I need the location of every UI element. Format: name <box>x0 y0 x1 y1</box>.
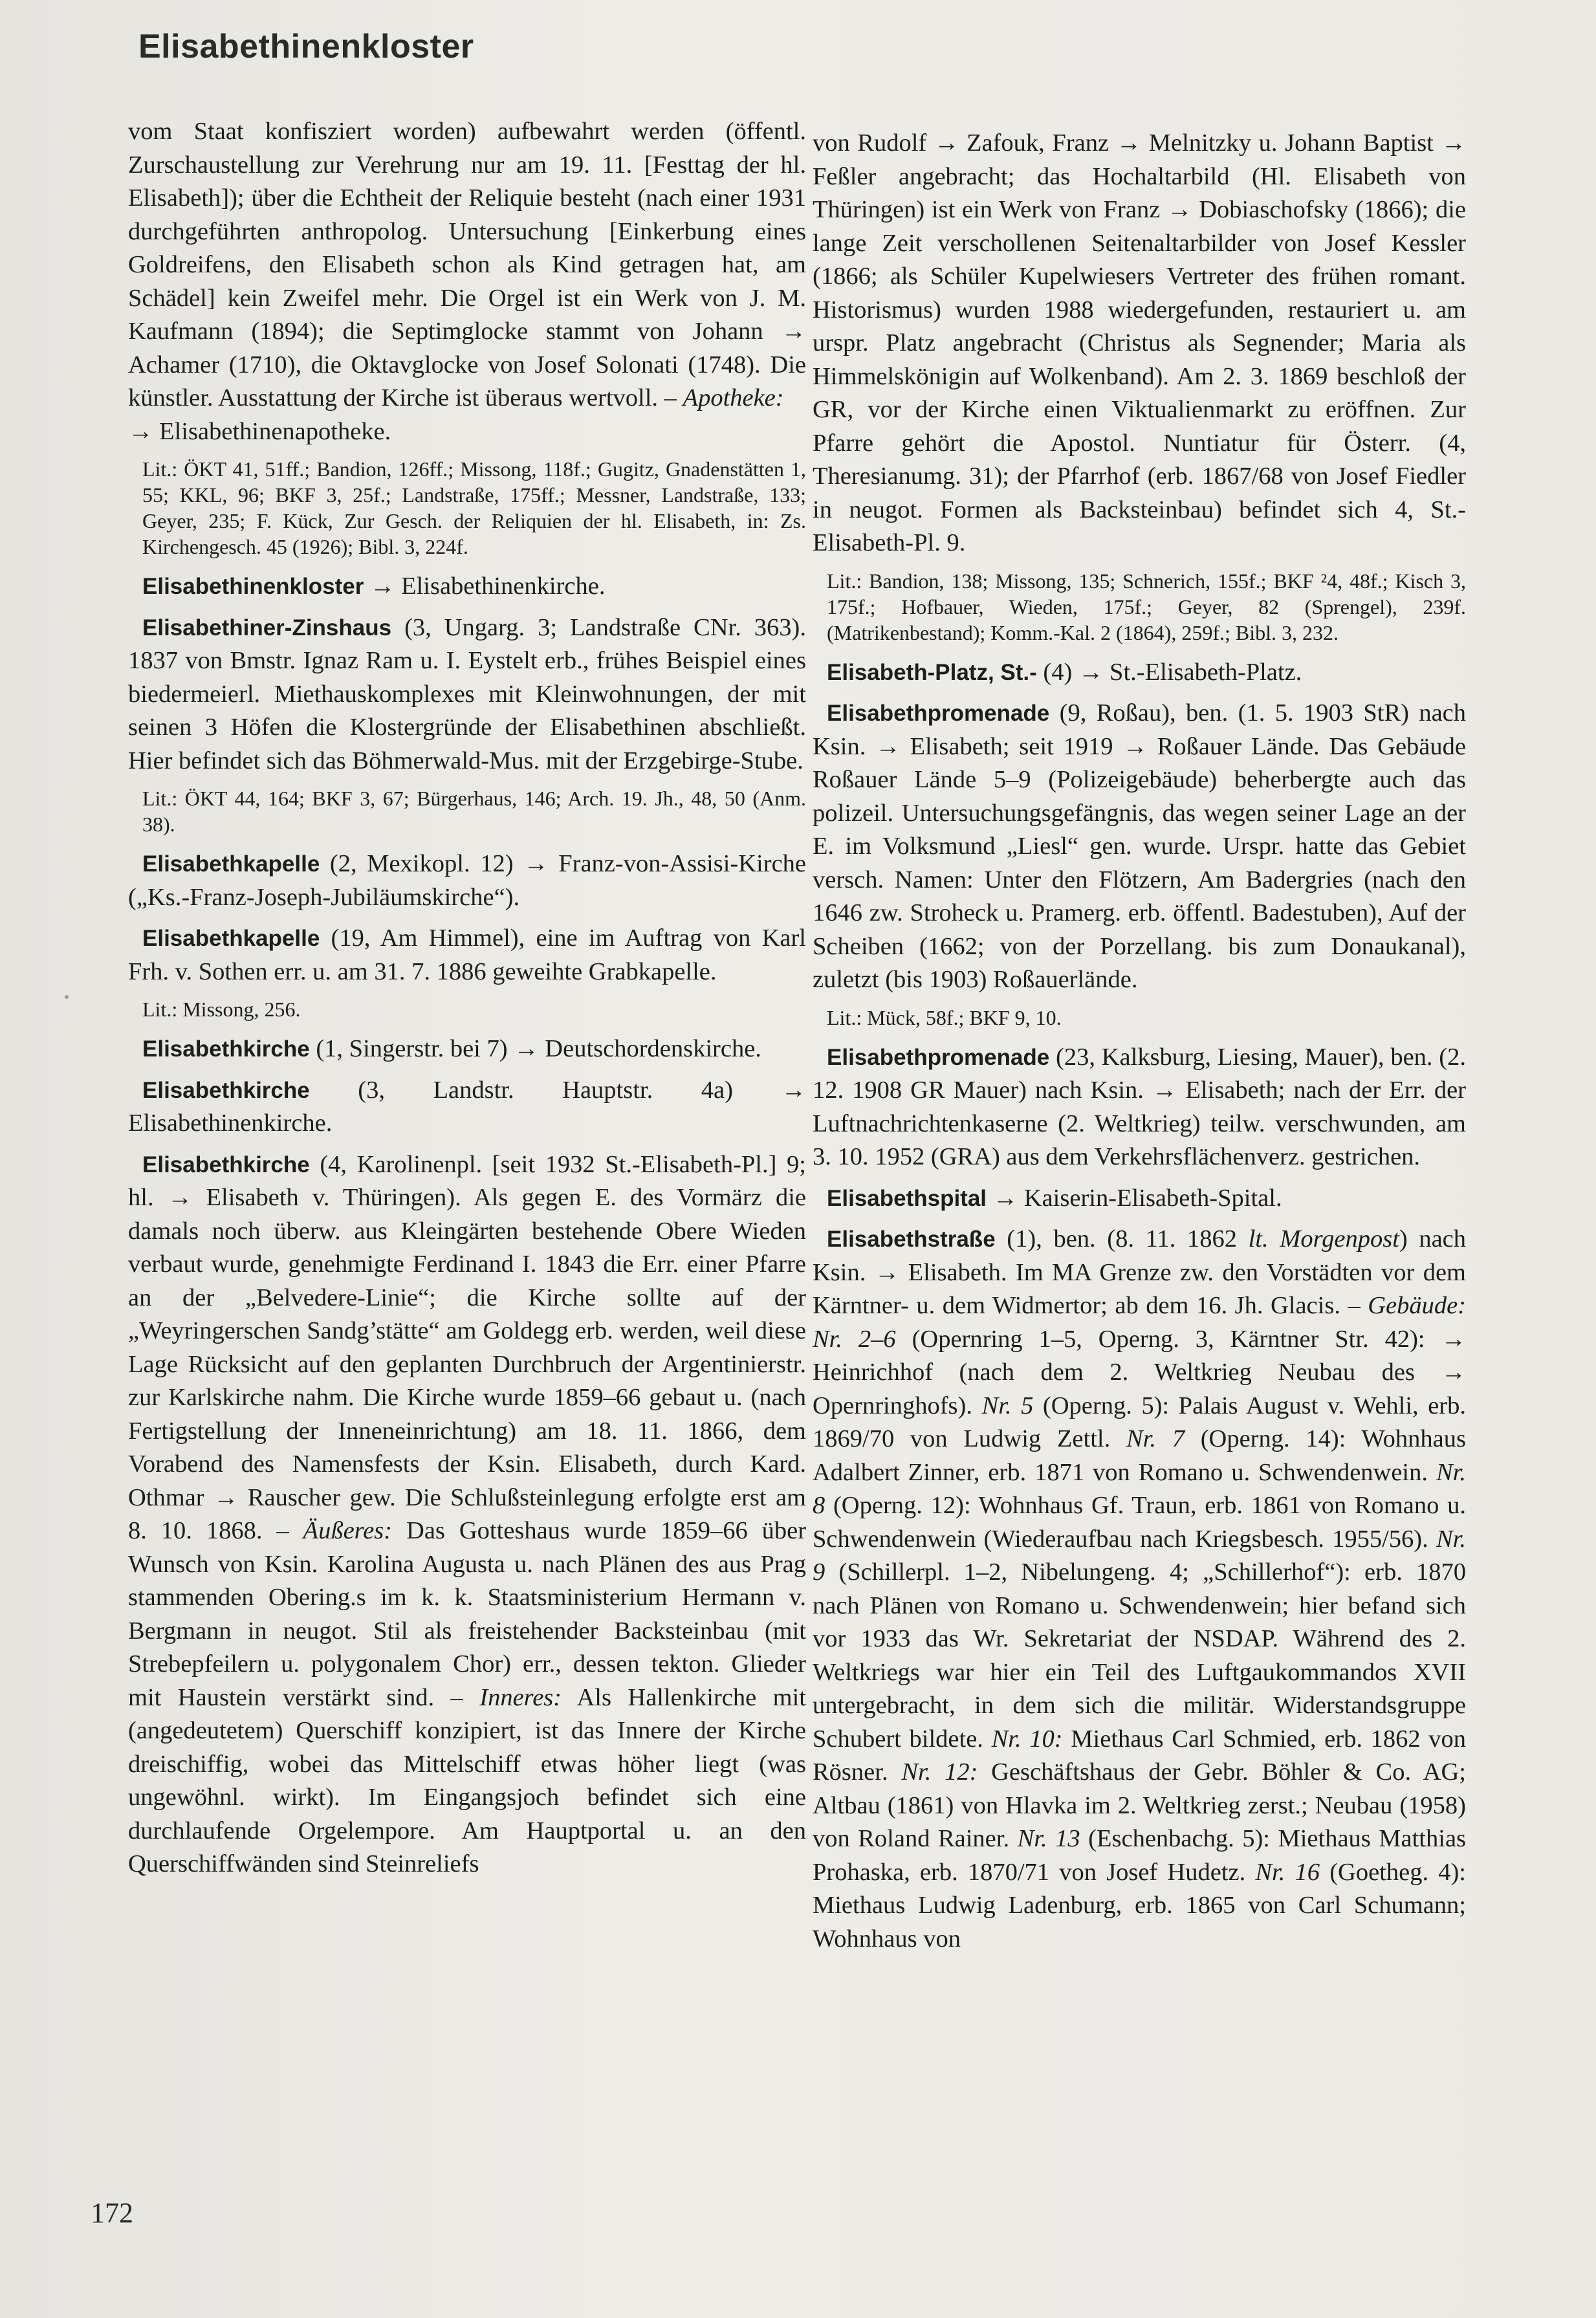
headword: Elisabethspital <box>827 1185 987 1211</box>
entry-elisabethkapelle-19: Elisabethkapelle (19, Am Himmel), eine im Auftrag von Karl Frh. v. Sothen err. u. am 31. 7. 1886 geweihte Grabkapelle. <box>128 924 806 985</box>
entry-elisabethstrasse: Elisabethstraße (1), ben. (8. 11. 1862 lt. Morgenpost) nach Ksin. → Elisabeth. Im MA Grenze zw. den Vorstädten vor dem Kärntner- u. dem Widmertor; ab dem 16. Jh. Glacis. – Gebäude: Nr. 2–6 (Opernring 1–5, Operng. 3, Kärntner Str. 42): → Heinrichhof (nach dem 2. Weltkrieg Neubau des → Opernringhofs). Nr. 5 (Operng. 5): Palais August v. Wehli, erb. 1869/70 von Ludwig Zettl. Nr. 7 (Operng. 14): Wohnhaus Adalbert Zinner, erb. 1871 von Romano u. Schwendenwein. Nr. 8 (Operng. 12): Wohnhaus Gf. Traun, erb. 1861 von Romano u. Schwendenwein (Wiederaufbau nach Kriegsbesch. 1955/56). Nr. 9 (Schillerpl. 1–2, Nibelungeng. 4; „Schillerhof“): erb. 1870 nach Plänen von Romano u. Schwendenwein; hier befand sich vor 1933 das Wr. Sekretariat der NSDAP. Während des 2. Weltkriegs war hier ein Teil des Luftgaukommandos XVII untergebracht, in dem sich die militär. Widerstandsgruppe Schubert bildete. Nr. 10: Miethaus Carl Schmied, erb. 1862 von Rösner. Nr. 12: Geschäftshaus der Gebr. Böhler & Co. AG; Altbau (1861) von Hlavka im 2. Weltkrieg zerst.; Neubau (1958) von Roland Rainer. Nr. 13 (Eschenbachg. 5): Miethaus Matthias Prohaska, erb. 1870/71 von Josef Hudetz. Nr. 16 (Goetheg. 4): Miethaus Ludwig Ladenburg, erb. 1865 von Carl Schumann; Wohnhaus von <box>813 1225 1467 1952</box>
entry-elisabethkirche-3: Elisabethkirche (3, Landstr. Hauptstr. 4a) → Elisabethinenkirche. <box>128 1076 806 1137</box>
entry-elisabethkirche-4-continued: von Rudolf → Zafouk, Franz → Melnitzky u. Johann Baptist → Feßler angebracht; das Hochaltarbild (Hl. Elisabeth von Thüringen) ist ein Werk von Franz → Dobiaschofsky (1866); die lange Zeit verschollenen Seitenaltarbilder von Josef Kessler (1866; als Schüler Kupelwiesers Vertreter des frühen romant. Historismus) wurden 1988 wiedergefunden, restauriert u. am urspr. Platz angebracht (Christus als Segnender; Maria als Himmelskönigin auf Wolkenband). Am 2. 3. 1869 beschloß der GR, vor der Kirche einen Viktualienmarkt zu eröffnen. Zur Pfarre gehört die Apostol. Nuntiatur für Österr. (4, Theresianumg. 31); der Pfarrhof (erb. 1867/68 von Josef Fiedler in neugot. Formen als Backsteinbau) befindet sich 4, St.-Elisabeth-Pl. 9. <box>813 129 1466 556</box>
page-number: 172 <box>91 2197 133 2229</box>
left-column <box>128 115 806 1889</box>
entry-elisabethkirche-1: Elisabethkirche (1, Singerstr. bei 7) → Deutschordenskirche. <box>142 1035 761 1062</box>
entry-elisabethpromenade-23: Elisabethpromenade (23, Kalksburg, Liesing, Mauer), ben. (2. 12. 1908 GR Mauer) nach Ksin. → Elisabeth; nach der Err. der Luftnachrichtenkaserne (2. Weltkrieg) teilw. verschwunden, am 3. 10. 1952 (GRA) aus dem Verkehrsflächenverz. gestrichen. <box>813 1043 1467 1170</box>
entry-elisabethspital: Elisabethspital → Kaiserin-Elisabeth-Spital. <box>827 1184 1282 1212</box>
literature-note: Lit.: Missong, 256. <box>142 998 301 1021</box>
headword: Elisabethinenkloster <box>142 574 364 599</box>
entry-elisabethinenkloster: Elisabethinenkloster → Elisabethinenkirche. <box>142 573 606 600</box>
literature-note: Lit.: ÖKT 44, 164; BKF 3, 67; Bürgerhaus, 146; Arch. 19. Jh., 48, 50 (Anm. 38). <box>142 787 806 836</box>
headword: Elisabethkapelle <box>142 926 320 951</box>
headword: Elisabethkirche <box>142 1036 310 1062</box>
headword: Elisabethstraße <box>827 1227 996 1252</box>
margin-dot <box>65 995 69 999</box>
headword: Elisabethiner-Zinshaus <box>142 615 392 640</box>
entry-elisabethkirche-4: Elisabethkirche (4, Karolinenpl. [seit 1932 St.-Elisabeth-Pl.] 9; hl. → Elisabeth v. Thüringen). Als gegen E. des Vormärz die damals noch überw. aus Kleingärten bestehende Obere Wieden verbaut wurde, genehmigte Ferdinand I. 1843 die Err. einer Pfarre an der „Belvedere-Linie“; die Kirche sollte auf der „Weyringerschen Sandg’stätte“ am Goldegg erb. werden, weil diese Lage Rücksicht auf den geplanten Durchbruch der Argentinierstr. zur Karlskirche nahm. Die Kirche wurde 1859–66 gebaut u. (nach Fertigstellung der Inneneinrichtung) am 18. 11. 1866, dem Vorabend des Namensfests der Ksin. Elisabeth, durch Kard. Othmar → Rauscher gew. Die Schlußsteinlegung erfolgte erst am 8. 10. 1868. – Äußeres: Das Gotteshaus wurde 1859–66 über Wunsch von Ksin. Karolina Augusta u. nach Plänen des aus Prag stammenden Obering.s im k. k. Staatsministerium Hermann v. Bergmann in neugot. Stil als freistehender Backsteinbau (mit Strebepfeilern u. polygonalem Chor) err., dessen tekton. Glieder mit Haustein verstärkt sind. – Inneres: Als Hallenkirche mit (angedeutetem) Querschiff konzipiert, ist das Innere der Kirche dreischiffig, wobei das Mittelschiff etwas höher liegt (was ungewöhnl. wirkt). Im Eingangsjoch befindet sich eine durchlaufende Orgelempore. Am Hauptportal u. an den Querschiffwänden sind Steinreliefs <box>128 1150 807 1877</box>
entry-elisabeth-platz: Elisabeth-Platz, St.- (4) → St.-Elisabeth-Platz. <box>827 658 1302 686</box>
literature-note: Lit.: Mück, 58f.; BKF 9, 10. <box>827 1005 1062 1029</box>
entry-elisabethkapelle-2: Elisabethkapelle (2, Mexikopl. 12) → Franz-von-Assisi-Kirche („Ks.-Franz-Joseph-Jubiläumskirche“). <box>128 850 807 911</box>
headword: Elisabethkirche <box>142 1077 310 1103</box>
entry-elisabethiner-zinshaus: Elisabethiner-Zinshaus (3, Ungarg. 3; Landstraße CNr. 363). 1837 von Bmstr. Ignaz Ram u. I. Eystelt erb., frühes Beispiel eines biedermeierl. Miethauskomplexes mit Kleinwohnungen, der mit seinen 3 Höfen die Klostergründe der Elisabethinen abschließt. Hier befindet sich das Böhmerwald-Mus. mit der Erzgebirge-Stube. <box>128 613 807 774</box>
headword: Elisabethpromenade <box>827 1044 1050 1070</box>
literature-note: Lit.: Bandion, 138; Missong, 135; Schnerich, 155f.; BKF ²4, 48f.; Kisch 3, 175f.; Hofbauer, Wieden, 175f.; Geyer, 82 (Sprengel), 239f. (Matrikenbestand); Komm.-Kal. 2 (1864), 259f.; Bibl. 3, 232. <box>827 569 1466 644</box>
headword: Elisabeth-Platz, St.- <box>827 659 1037 685</box>
headword: Elisabethpromenade <box>827 701 1050 726</box>
right-column <box>813 127 1466 1963</box>
entry-elisabethpromenade-9: Elisabethpromenade (9, Roßau), ben. (1. 5. 1903 StR) nach Ksin. → Elisabeth; seit 1919 → Roßauer Lände. Das Gebäude Roßauer Lände 5–9 (Polizeigebäude) beherbergte auch das polizeil. Untersuchungsgefängnis, das wegen seiner Lage an der E. im Volksmund „Liesl“ gen. wurde. Urspr. hatte das Gebiet versch. Namen: Unter den Flötzern, Am Badergries (nach den 1646 zw. Stroheck u. Pramerg. erb. öffentl. Badestuben), Auf der Scheiben (1662; von der Porzellang. bis zum Donaukanal), zuletzt (bis 1903) Roßauerlände. <box>813 699 1466 993</box>
headword: Elisabethkapelle <box>142 851 320 877</box>
literature-note: Lit.: ÖKT 41, 51ff.; Bandion, 126ff.; Missong, 118f.; Gugitz, Gnadenstätten 1, 55; KKL, 96; BKF 3, 25f.; Landstraße, 175ff.; Messner, Landstraße, 133; Geyer, 235; F. Kück, Zur Gesch. der Reliquien der hl. Elisabeth, in: Zs. Kirchengesch. 45 (1926); Bibl. 3, 224f. <box>142 457 806 558</box>
running-header: Elisabethinenkloster <box>138 28 474 65</box>
headword: Elisabethkirche <box>142 1152 310 1177</box>
entry-elisabethinenkirche-continued: vom Staat konfisziert worden) aufbewahrt werden (öffentl. Zurschaustellung zur Verehrung nur am 19. 11. [Festtag der hl. Elisabeth]); über die Echtheit der Reliquie besteht (nach einer 1931 durchgeführten anthropolog. Untersuchung [Einkerbung eines Goldreifens, den Elisabeth schon als Kind getragen hat, am Schädel] kein Zweifel mehr. Die Orgel ist ein Werk von J. M. Kaufmann (1894); die Septimglocke stammt von Johann → Achamer (1710), die Oktavglocke von Josef Solonati (1748). Die künstler. Ausstattung der Kirche ist überaus wertvoll. – Apotheke: → Elisabethinenapotheke. <box>128 118 806 445</box>
